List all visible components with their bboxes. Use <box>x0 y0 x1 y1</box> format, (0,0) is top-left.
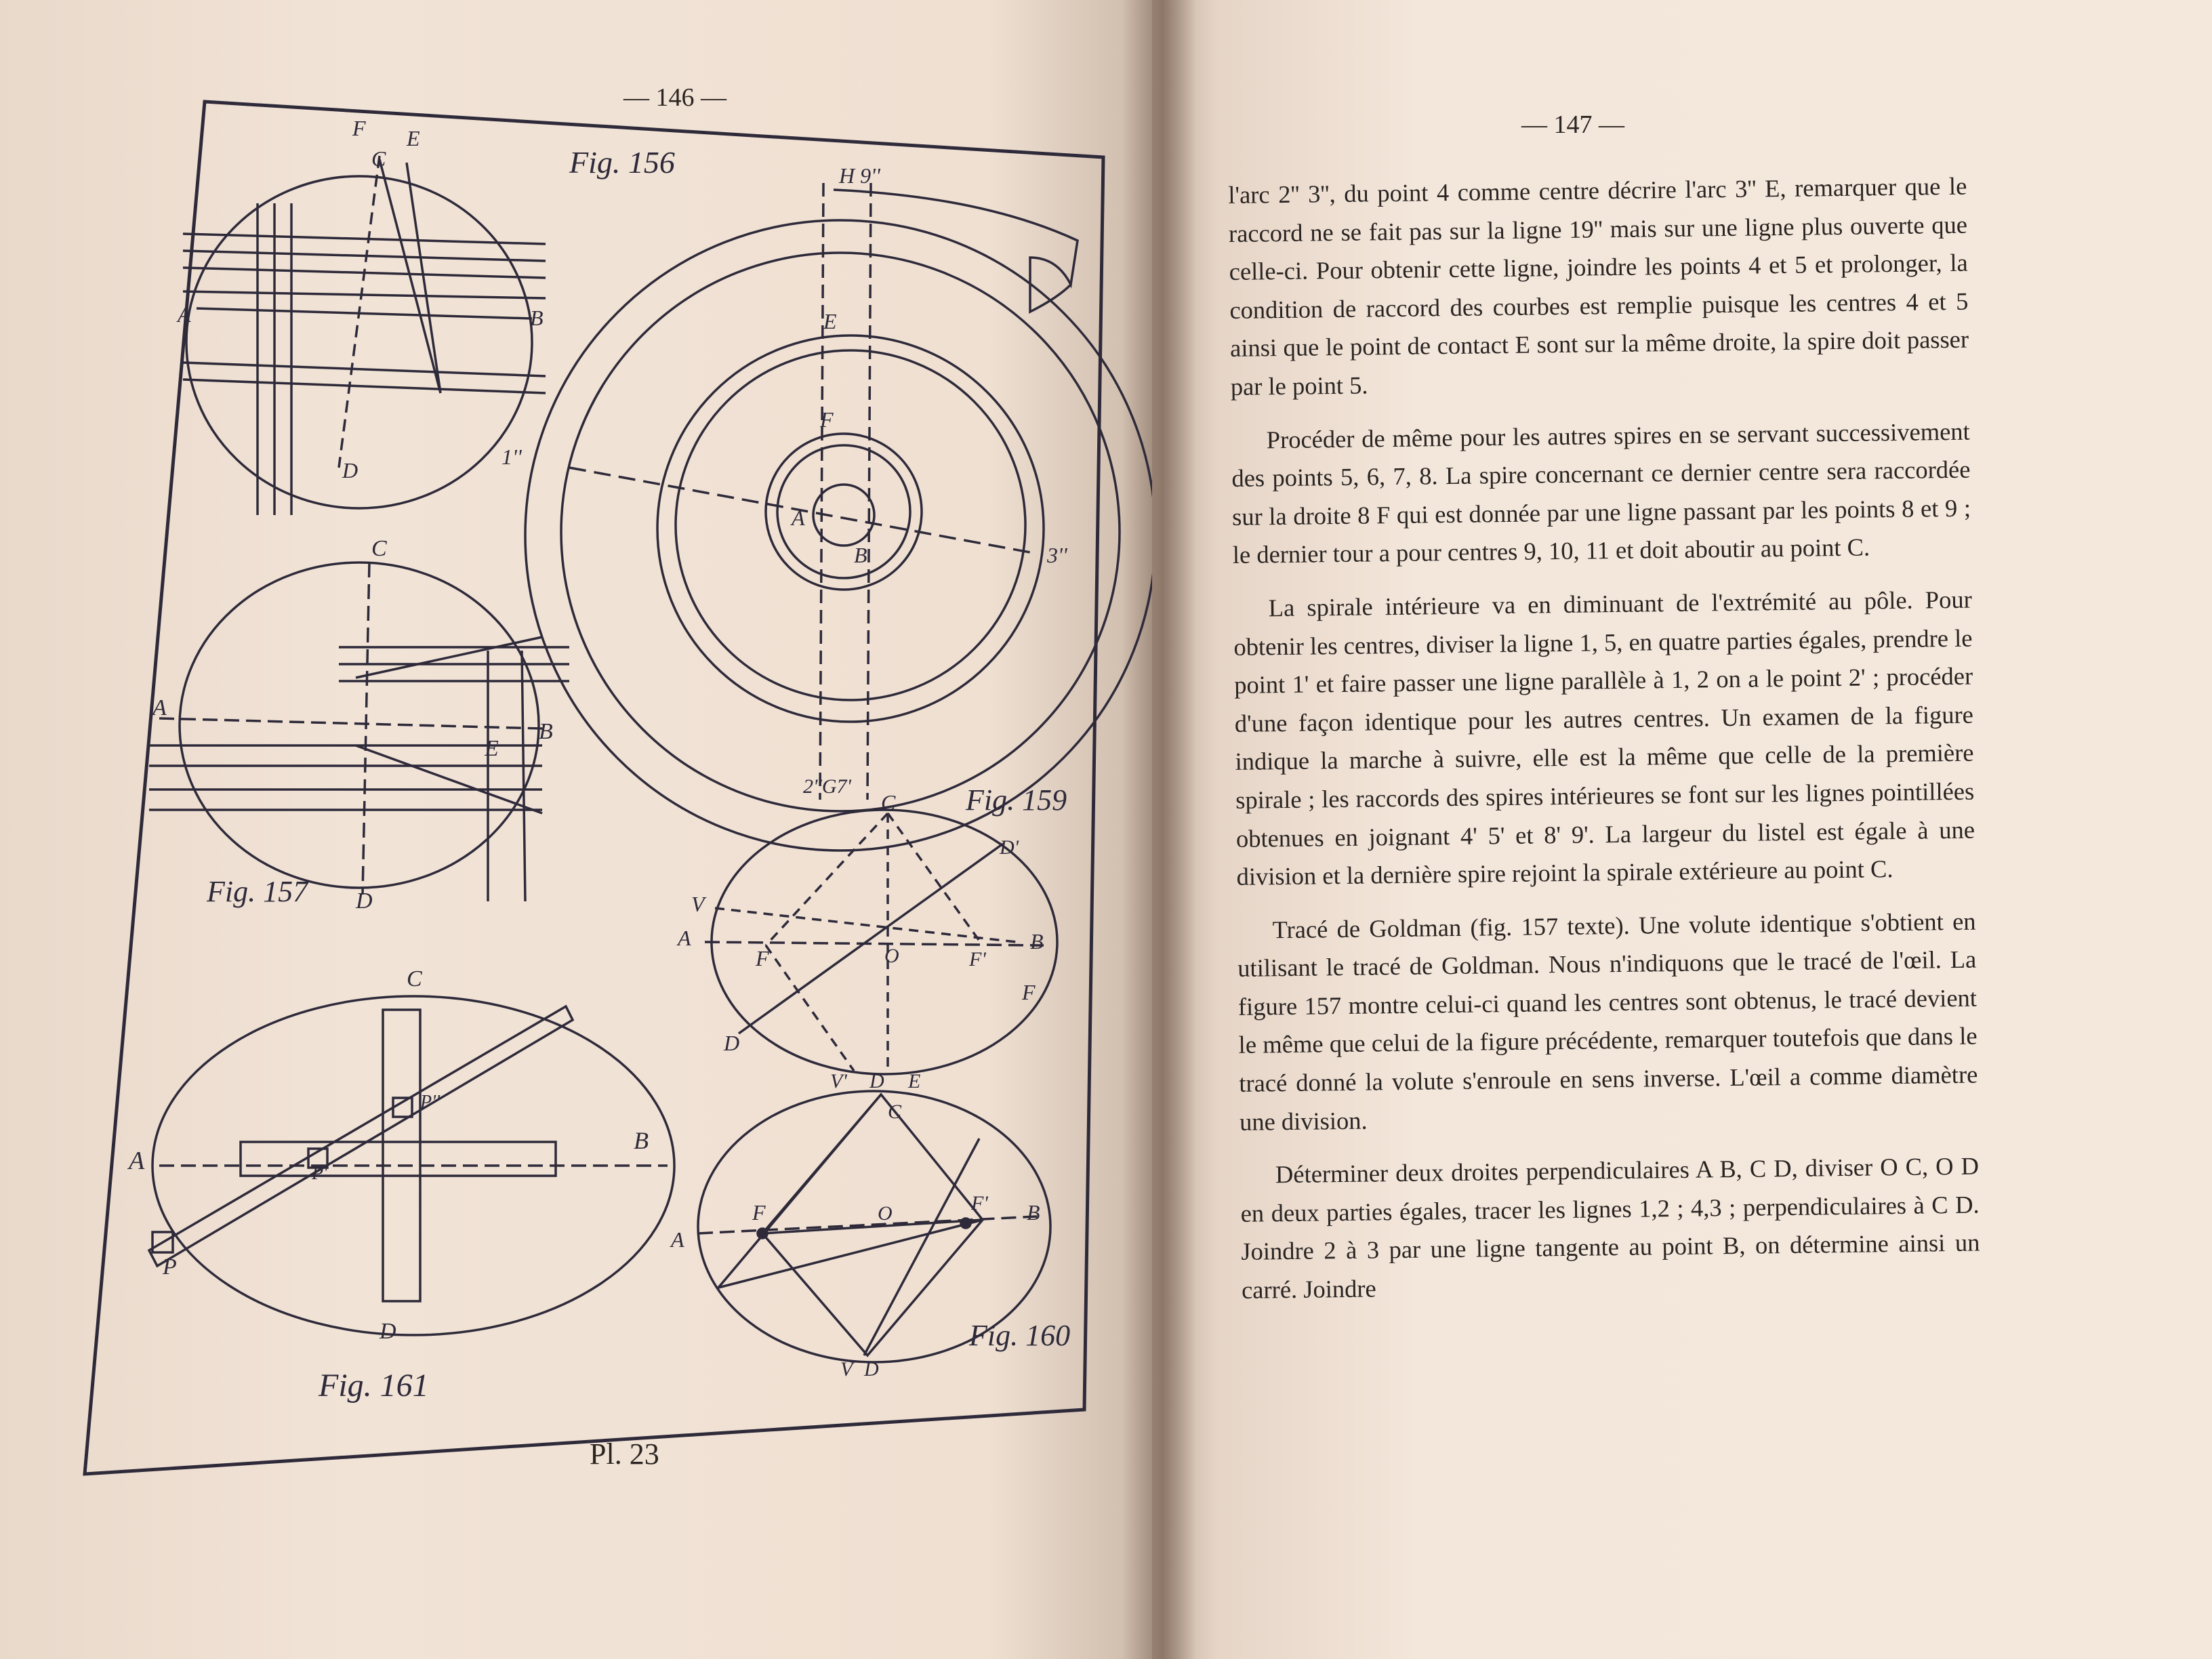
fig156-label-3pp: 3'' <box>1047 543 1067 567</box>
paragraph-4: Tracé de Goldman (fig. 157 texte). Une volute identique s'obtient en utilisant le tracé de Goldman. Nous n'indiquons que le tracé de l'œil. La figure 157 montre celui-ci quand les centres sont obtenus, le tracé devient le même que celui de la figure précédente, remarquer toutefois que dans le tracé donné la volute s'enroule en sens inverse. L'œil a comme diamètre une division. <box>1237 907 1978 1136</box>
fig160-label-c: C <box>888 1101 902 1123</box>
fig157-ellipse <box>149 562 569 901</box>
fig157-label-c: C <box>371 536 387 561</box>
paragraph-1: l'arc 2'' 3'', du point 4 comme centre décrire l'arc 3'' E, remarquer que le raccord ne se fait pas sur la ligne 19'' mais sur une ligne plus ouverte que celle-ci. Pour obtenir cette ligne, joindre les points 4 et 5 et prolonger, la condition de raccord des courbes est remplie puisque les centres 4 et 5 ainsi que le point de contact E sont sur la même droite, la spire doit passer par le point 5. <box>1228 171 1969 401</box>
fig159-label-f: F <box>756 946 769 970</box>
fig160-label-o: O <box>878 1202 893 1225</box>
fig160-label-fp: F' <box>971 1192 988 1214</box>
fig-top-left-label-f: F <box>352 116 366 140</box>
fig161-label-b: B <box>634 1127 649 1154</box>
right-page-text <box>1228 167 1981 1325</box>
fig156-label-h9: H 9'' <box>839 163 880 188</box>
fig161-title: Fig. 161 <box>319 1368 429 1404</box>
fig160-label-v: V <box>840 1358 853 1380</box>
fig157-label-d: D <box>356 888 373 914</box>
fig-top-left-label-a: A <box>178 302 191 327</box>
fig159-label-vp: V' <box>830 1070 847 1092</box>
fig159-label-e: E <box>908 1070 921 1092</box>
left-page-number: — 146 — <box>623 83 726 112</box>
fig157-label-a: A <box>152 695 167 720</box>
fig156-title: Fig. 156 <box>569 145 675 180</box>
paragraph-5: Déterminer deux droites perpendiculaires A B, C D, diviser O C, O D en deux parties égales, tracer les lignes 1,2 ; 4,3 ; perpendiculaires à C D. Joindre 2 à 3 par une ligne tangente au point B, on détermine ainsi un carré. Joindre <box>1240 1151 1980 1304</box>
fig159-label-a: A <box>678 926 691 950</box>
fig161-label-d: D <box>380 1319 396 1344</box>
fig159-label-d: D <box>724 1031 740 1055</box>
fig160-title: Fig. 160 <box>969 1319 1071 1352</box>
fig159-label-f2: F <box>1022 980 1036 1004</box>
plate-label: Pl. 23 <box>590 1437 659 1471</box>
fig160-label-f: F <box>752 1200 766 1225</box>
fig157-title: Fig. 157 <box>207 875 308 908</box>
fig156-label-1pp: 1'' <box>501 445 522 469</box>
fig156-volute <box>525 183 1152 851</box>
fig-top-left-label-d: D <box>342 458 359 483</box>
fig156-label-a: A <box>792 506 805 530</box>
fig-top-left-label-c: C <box>371 146 386 171</box>
fig159-label-v: V <box>691 892 705 916</box>
fig161-label-p: P <box>163 1254 177 1279</box>
fig160-label-b: B <box>1027 1200 1040 1225</box>
fig161-ellipse-trammel <box>149 996 674 1335</box>
fig159-label-d2: D <box>869 1070 884 1092</box>
paragraph-2: Procéder de même pour les autres spires en se servant successivement des points 5, 6, 7, 8. La spire concernant ce dernier centre sera raccordée sur la droite 8 F qui est donnée par une ligne passant par les points 8 et 9 ; le dernier tour a pour centres 9, 10, 11 et doit aboutir au point C. <box>1231 417 1971 569</box>
plate-drawing <box>0 0 1152 1559</box>
fig159-label-fp: F' <box>969 948 986 970</box>
fig-top-left-label-b: B <box>530 306 544 330</box>
fig161-label-ppp: P'' <box>420 1092 441 1113</box>
fig159-title: Fig. 159 <box>966 783 1067 817</box>
figure-labels <box>127 116 1070 1404</box>
fig156-label-2g7: 2''G7' <box>803 775 851 798</box>
fig156-label-b: B <box>854 543 867 567</box>
fig159-label-c: C <box>881 790 896 815</box>
right-page-number: — 147 — <box>1521 110 1624 139</box>
fig157-label-b: B <box>539 719 553 744</box>
fig159-label-b: B <box>1030 929 1044 954</box>
fig157-label-e: E <box>485 736 499 761</box>
fig160-label-d: D <box>864 1358 879 1380</box>
fig159-label-o: O <box>884 945 899 967</box>
paragraph-3: La spirale intérieure va en diminuant de l'extrémité au pôle. Pour obtenir les centres, diviser la ligne 1, 5, en quatre parties égales, prendre le point 1' et faire passer une ligne parallèle à 1, 2 on a le point 2' ; procéder d'une façon identique pour les autres centres. Un examen de la figure indique la marche à suivre, elle est la même que celle de la première spirale ; les raccords des spires intérieures se font sur les lignes pointillées obtenues en joignant 4' 5' et 8' 9'. La largeur du listel est égale à une division et la dernière spire rejoint la spirale extérieure au point C. <box>1233 585 1975 891</box>
fig159-label-dp: D' <box>1000 836 1019 859</box>
fig161-label-pp: P' <box>312 1163 328 1184</box>
fig156-label-f: F <box>820 407 834 432</box>
fig160-label-a: A <box>671 1227 684 1252</box>
fig161-label-c: C <box>407 966 422 991</box>
fig156-label-e: E <box>823 309 837 333</box>
fig-top-left-label-e: E <box>407 126 420 150</box>
fig161-label-a: A <box>129 1147 145 1175</box>
fig-top-left-ellipse <box>183 156 546 515</box>
